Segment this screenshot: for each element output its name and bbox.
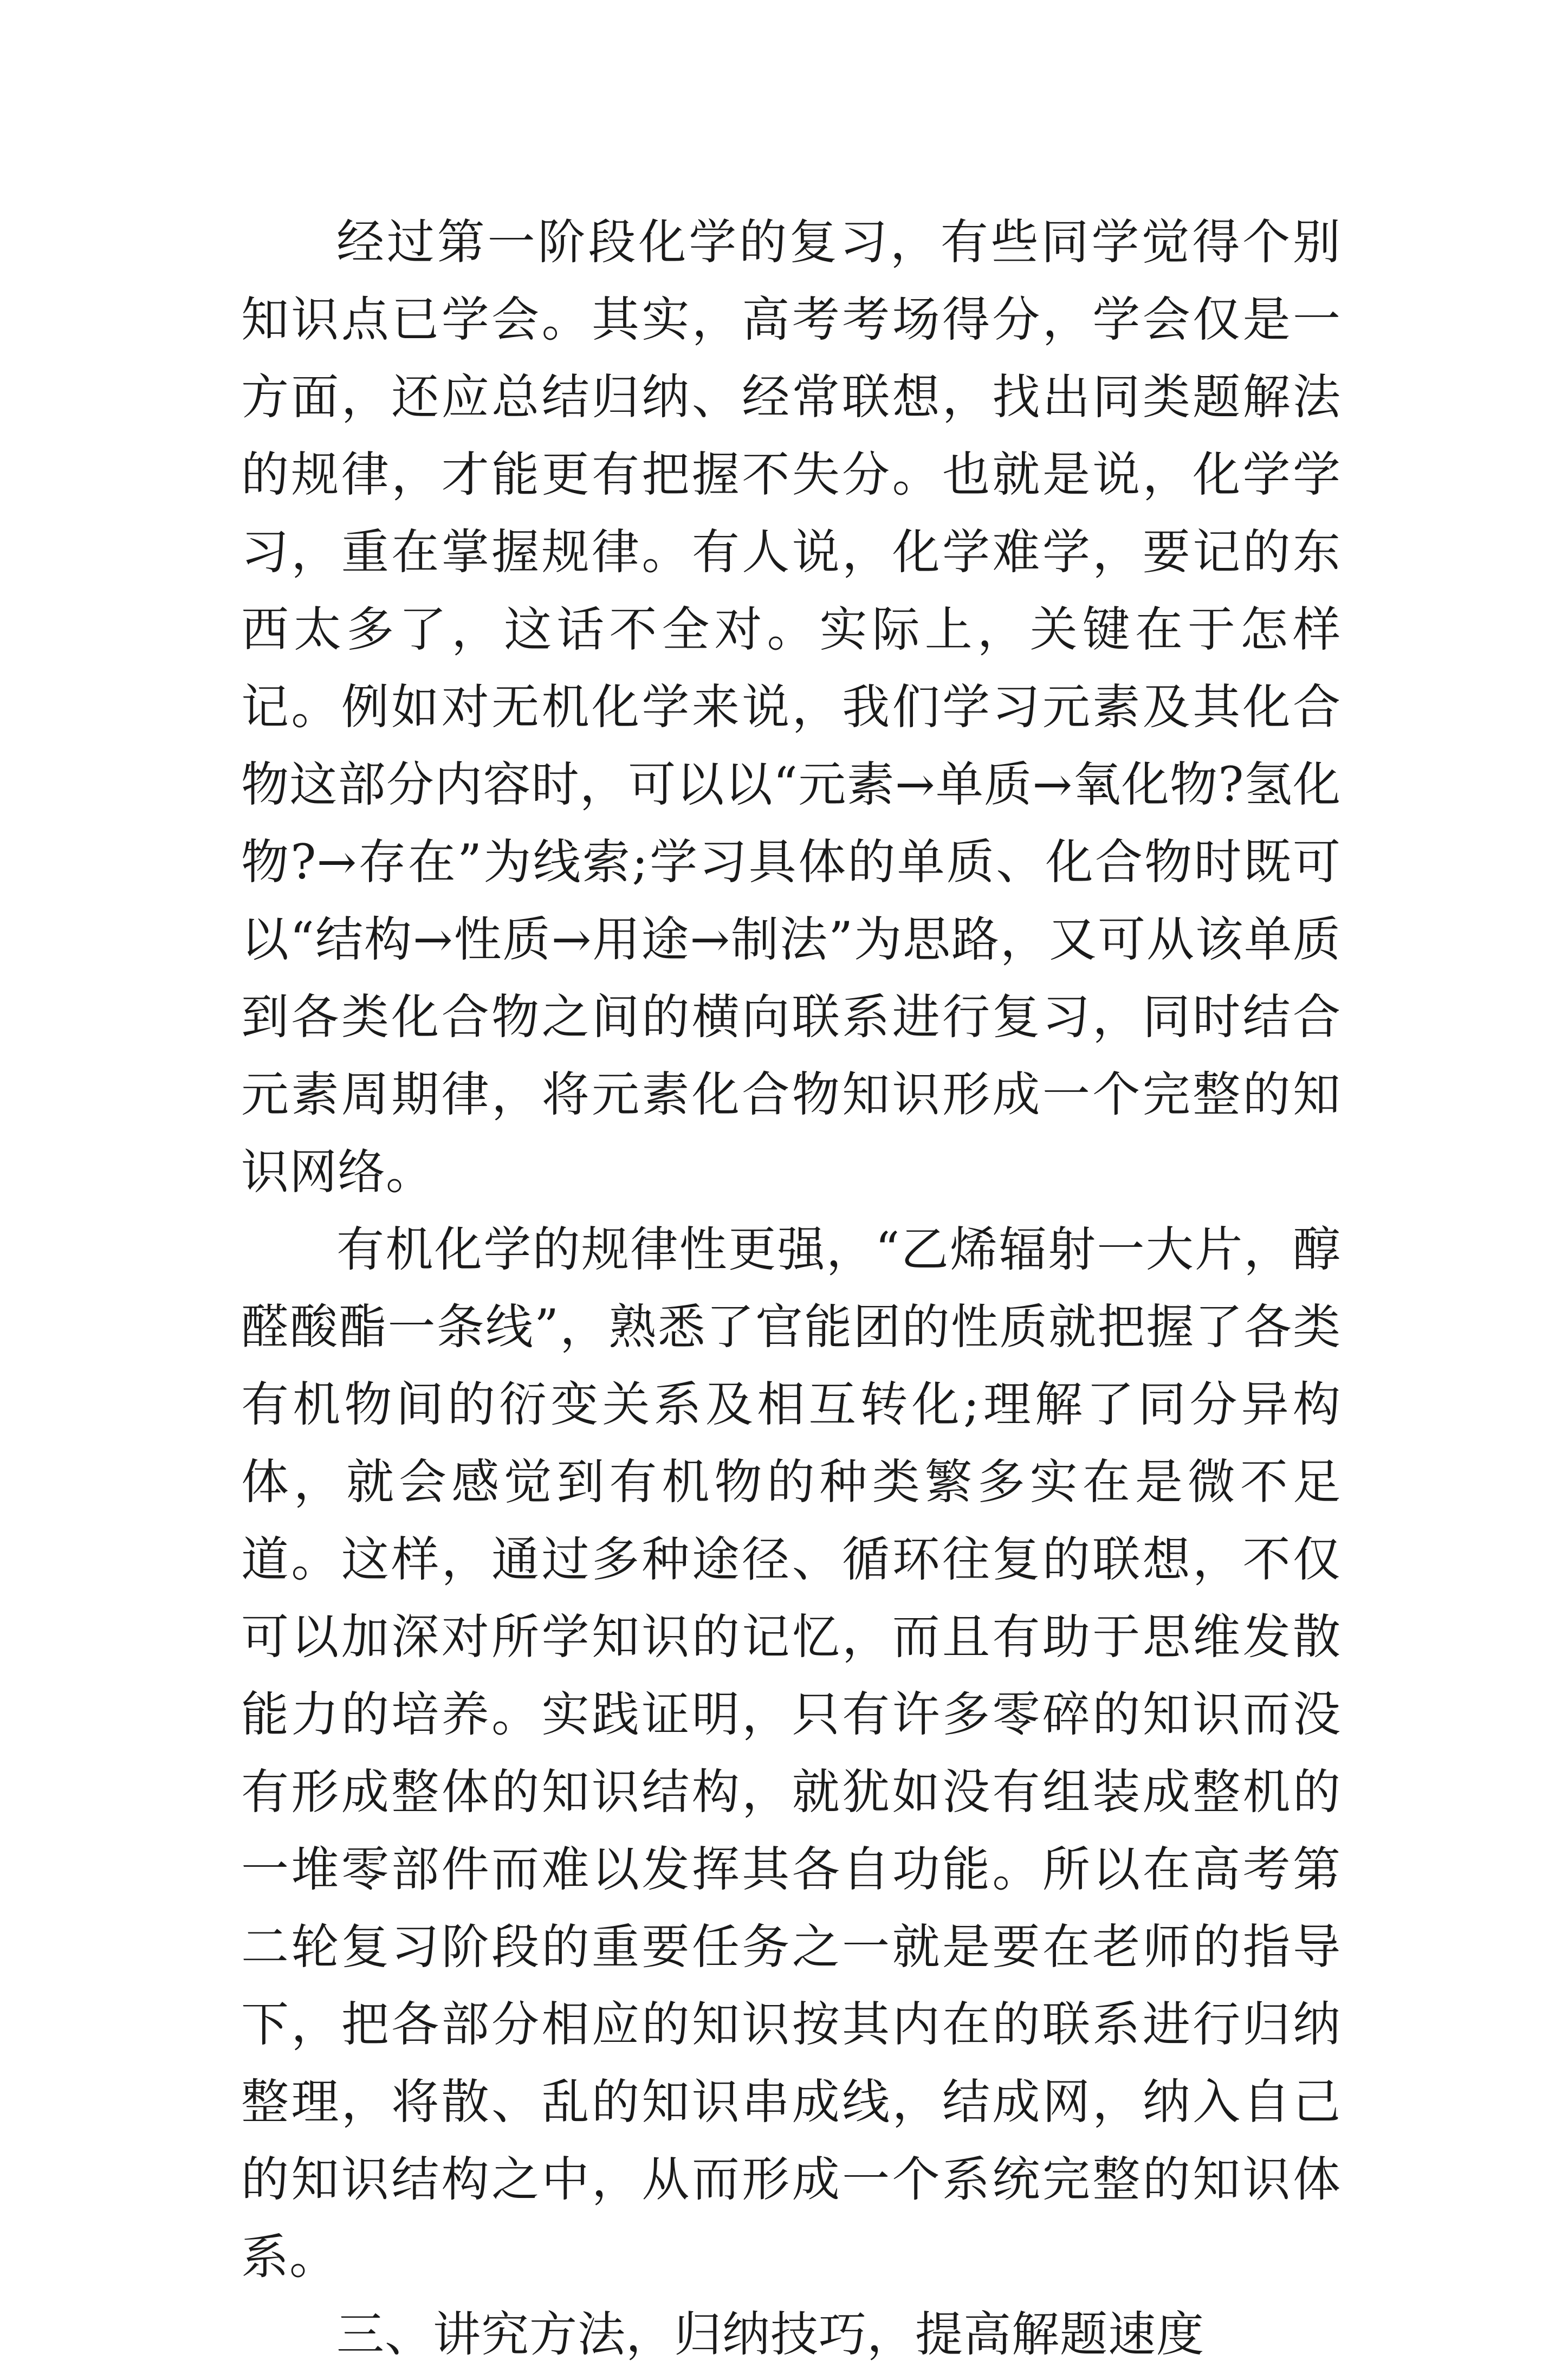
- document-body: [241, 203, 1341, 2373]
- paragraph-organic-chemistry: 有机化学的规律性更强，“乙烯辐射一大片，醇醛酸酯一条线”，熟悉了官能团的性质就把握了各类有机物间的衍变关系及相互转化;理解了同分异构体，就会感觉到有机物的种类繁多实在是微不足道。这样，通过多种途径、循环往复的联想，不仅可以加深对所学知识的记忆，而且有助于思维发散能力的培养。实践证明，只有许多零碎的知识而没有形成整体的知识结构，就犹如没有组装成整机的一堆零部件而难以发挥其各自功能。所以在高考第二轮复习阶段的重要任务之一就是要在老师的指导下，把各部分相应的知识按其内在的联系进行归纳整理，将散、乱的知识串成线，结成网，纳入自己的知识结构之中，从而形成一个系统完整的知识体系。: [241, 1221, 1341, 2285]
- paragraph-inorganic-chemistry: 经过第一阶段化学的复习，有些同学觉得个别知识点已学会。其实，高考考场得分，学会仅是一方面，还应总结归纳、经常联想，找出同类题解法的规律，才能更有把握不失分。也就是说，化学学习，重在掌握规律。有人说，化学难学，要记的东西太多了，这话不全对。实际上，关键在于怎样记。例如对无机化学来说，我们学习元素及其化合物这部分内容时，可以以“元素→单质→氧化物?氢化物?→存在”为线索;学习具体的单质、化合物时既可以“结构→性质→用途→制法”为思路，又可从该单质到各类化合物之间的横向联系进行复习，同时结合元素周期律，将元素化合物知识形成一个完整的知识网络。: [241, 214, 1341, 1200]
- section-heading-methods: 三、讲究方法，归纳技巧，提高解题速度: [336, 2306, 1205, 2362]
